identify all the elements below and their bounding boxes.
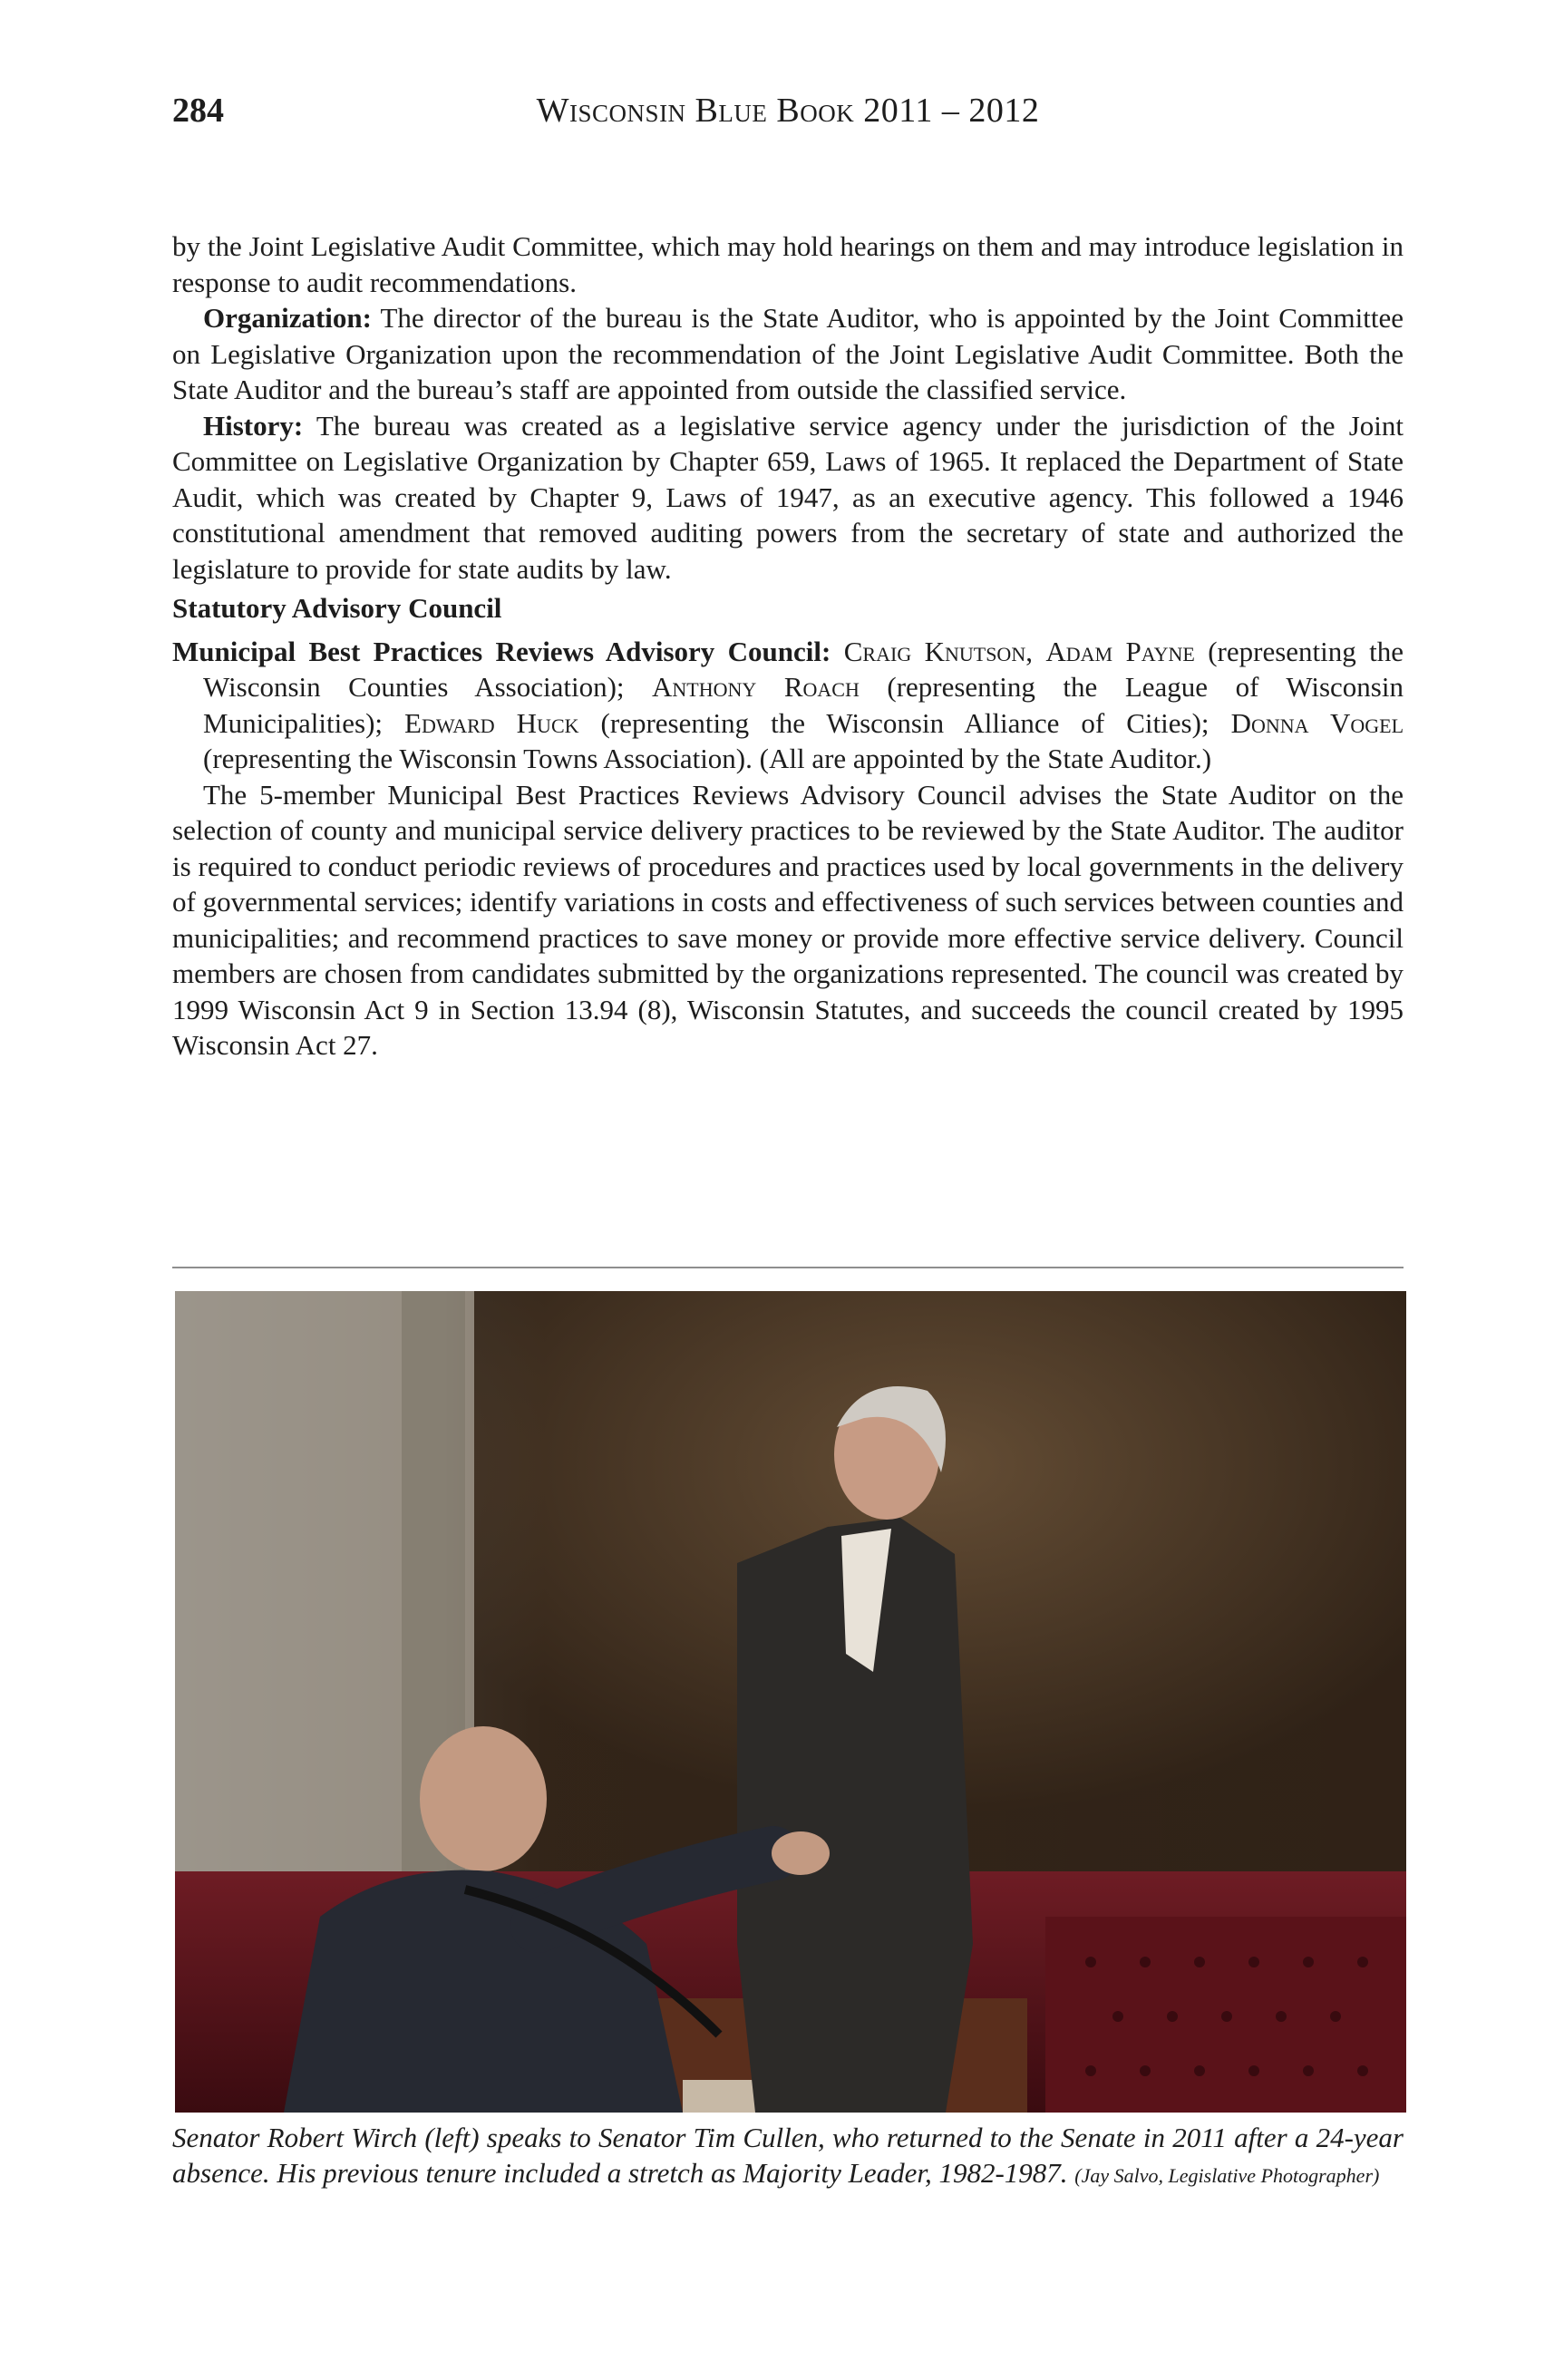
body-text bbox=[172, 228, 1404, 1064]
council-membership: Municipal Best Practices Reviews Advisory Council: Craig Knutson, Adam Payne (representing the Wisconsin Counties Association); Anthony Roach (representing the League of Wisconsin Municipalities); Edward Huck (representing the Wisconsin Alliance of Cities); Donna Vogel (representing the Wisconsin Towns Association). (All are appointed by the State Auditor.) bbox=[172, 635, 1404, 774]
page-number: 284 bbox=[172, 92, 224, 130]
paragraph-organization bbox=[172, 300, 1404, 408]
history-label: History: bbox=[203, 409, 304, 442]
photo-credit: (Jay Salvo, Legislative Photographer) bbox=[1074, 2164, 1380, 2187]
paragraph-council-description: The 5-member Municipal Best Practices Reviews Advisory Council advises the State Auditor on the selection of county and municipal service delivery practices to be reviewed by the State Auditor. The auditor is required to conduct periodic reviews of procedures and practices used by local governments in the delivery of governmental services; identify variations in costs and effectiveness of such services between counties and municipalities; and recommend practices to save money or provide more effective service delivery. Council members are chosen from candidates submitted by the organizations represented. The council was created by 1999 Wisconsin Act 9 in Section 13.94 (8), Wisconsin Statutes, and succeeds the council created by 1995 Wisconsin Act 27. bbox=[172, 778, 1404, 1061]
member-name: Edward Huck bbox=[404, 706, 579, 739]
running-title: Wisconsin Blue Book 2011 – 2012 bbox=[536, 92, 1040, 130]
member-name: Craig Knutson bbox=[843, 635, 1026, 667]
caption-text: Senator Robert Wirch (left) speaks to Senator Tim Cullen, who returned to the Senate in 2011 after a 24-year absence. His previous tenure included a stretch as Majority Leader, 1982-1987. bbox=[172, 2122, 1404, 2189]
member-name: Adam Payne bbox=[1045, 635, 1195, 667]
paragraph-continuation: by the Joint Legislative Audit Committee, which may hold hearings on them and may introduce legislation in response to audit recommendations. bbox=[172, 230, 1404, 298]
divider-rule bbox=[172, 1267, 1404, 1268]
organization-text: The director of the bureau is the State Auditor, who is appointed by the Joint Committee on Legislative Organization upon the recommendation of the Joint Legislative Audit Committee. Both the State Auditor and the bureau’s staff are appointed from outside the classified service. bbox=[172, 302, 1404, 405]
member-name: Anthony Roach bbox=[652, 671, 860, 703]
member-name: Donna Vogel bbox=[1230, 706, 1404, 739]
council-label: Municipal Best Practices Reviews Advisory Council: bbox=[172, 635, 831, 667]
organization-label: Organization: bbox=[203, 302, 372, 334]
history-text: The bureau was created as a legislative service agency under the jurisdiction of the Joint Committee on Legislative Organization by Chapter 659, Laws of 1965. It replaced the Department of State Audit, which was created by Chapter 9, Laws of 1947, as an executive agency. This followed a 1946 constitutional amendment that removed auditing powers from the secretary of state and authorized the legislature to provide for state audits by law. bbox=[172, 409, 1404, 585]
photograph-senators bbox=[175, 1291, 1406, 2113]
paragraph-history bbox=[172, 408, 1404, 588]
photo-caption bbox=[172, 2120, 1404, 2193]
section-heading: Statutory Advisory Council bbox=[172, 592, 502, 624]
page-header bbox=[172, 91, 1404, 145]
